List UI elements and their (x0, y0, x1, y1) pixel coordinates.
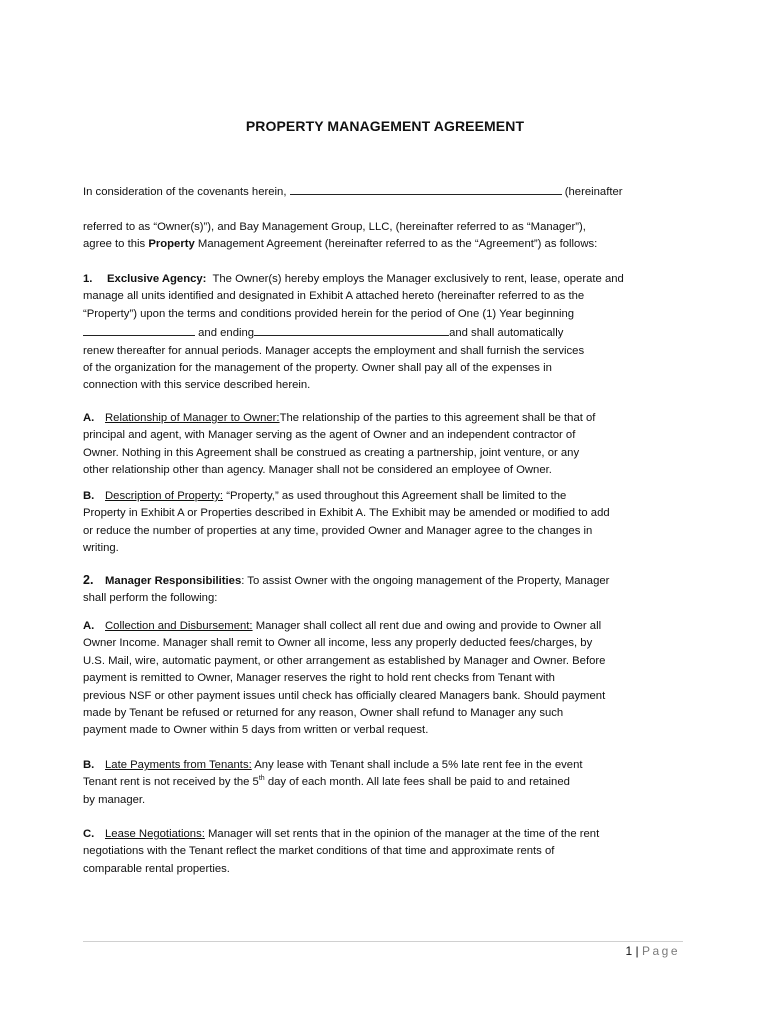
section-heading: Late Payments from Tenants: (105, 759, 252, 771)
section-letter: A. (83, 412, 95, 424)
section-text: U.S. Mail, wire, automatic payment, or other arrangement as established by Manager and Owner. Before (83, 654, 606, 667)
section-text: Property in Exhibit A or Properties described in Exhibit A. The Exhibit may be amended or modified to add (83, 507, 610, 520)
ordinal-suffix: th (258, 775, 265, 783)
section-heading: Description of Property: (105, 490, 224, 502)
page-footer (625, 944, 680, 958)
section-letter: B. (83, 759, 95, 771)
section-text: and ending (198, 327, 255, 340)
section-heading: Manager Responsibilities (105, 575, 242, 587)
section-number: 2. (83, 573, 94, 587)
section-text: made by Tenant be refused or returned for any reason, Owner shall refund to Manager any such (83, 707, 564, 720)
section-text: previous NSF or other payment issues until check has officially cleared Managers bank. Should payment (83, 689, 606, 702)
section-letter: B. (83, 490, 95, 502)
start-date-blank[interactable] (83, 323, 143, 336)
document-title: PROPERTY MANAGEMENT AGREEMENT (245, 118, 525, 134)
section-text: renew thereafter for annual periods. Manager accepts the employment and shall furnish the services (83, 344, 585, 357)
section-text: Any lease with Tenant shall include a 5% late rent fee in the event (254, 759, 583, 771)
section-letter: A. (83, 620, 95, 632)
section-text: day of each month. All late fees shall be paid to and retained (264, 776, 570, 789)
start-date-blank-2[interactable] (143, 323, 195, 336)
page-label: Page (641, 944, 680, 958)
section-text: Owner. Nothing in this Agreement shall be construed as creating a partnership, joint venture, or any (83, 446, 580, 459)
section-heading: Relationship of Manager to Owner: (105, 412, 280, 424)
section-text: or reduce the number of properties at any time, provided Owner and Manager agree to the changes in (83, 524, 593, 537)
section-text: The Owner(s) hereby employs the Manager exclusively to rent, lease, operate and (212, 273, 624, 285)
intro-text: (hereinafter (564, 186, 623, 198)
section-heading: Collection and Disbursement: (105, 620, 253, 632)
page-separator: | (635, 944, 639, 958)
end-date-blank[interactable] (254, 323, 449, 336)
section-b-late-payments (83, 757, 675, 809)
section-text: shall perform the following: (83, 592, 218, 605)
intro-line: referred to as “Owner(s)”), and Bay Management Group, LLC, (hereinafter referred to as “Manager”), (83, 221, 586, 233)
section-heading: Lease Negotiations: (105, 828, 205, 840)
intro-bold-text: Property (148, 238, 195, 251)
footer-divider (83, 941, 683, 942)
section-c-lease-negotiations (83, 826, 675, 878)
section-text: by manager. (83, 793, 146, 806)
section-text: The relationship of the parties to this agreement shall be that of (279, 412, 596, 424)
section-text: principal and agent, with Manager serving as the agent of Owner and an independent contractor of (83, 429, 576, 442)
section-text: Owner Income. Manager shall remit to Owner all income, less any properly deducted fees/charges, by (83, 637, 593, 650)
section-b-description (83, 488, 675, 558)
section-text: “Property”) upon the terms and conditions provided herein for the period of One (1) Year beginning (83, 307, 575, 320)
section-text: payment made to Owner within 5 days from written or verbal request. (83, 724, 429, 737)
section-a-collection (83, 618, 675, 740)
section-number: 1. (83, 273, 93, 285)
section-text: Manager will set rents that in the opinion of the manager at the time of the rent (208, 828, 600, 840)
intro-text: Management Agreement (hereinafter referred to as the “Agreement”) as follows: (194, 238, 598, 251)
owner-name-blank[interactable] (290, 182, 562, 195)
section-1-exclusive-agency (83, 271, 675, 395)
section-heading: Exclusive Agency: (107, 273, 207, 285)
section-text: payment is remitted to Owner, Manager reserves the right to hold rent checks from Tenant with (83, 672, 555, 685)
section-text: : To assist Owner with the ongoing management of the Property, Manager (241, 575, 610, 587)
page-number: 1 (625, 944, 633, 958)
intro-paragraph (83, 182, 675, 201)
section-text: writing. (83, 542, 119, 555)
section-text: manage all units identified and designated in Exhibit A attached hereto (hereinafter referred to as the (83, 290, 585, 303)
section-2-manager-responsibilities (83, 572, 675, 608)
section-text: comparable rental properties. (83, 862, 230, 875)
section-text: and shall automatically (449, 327, 564, 340)
section-text: connection with this service described herein. (83, 379, 311, 392)
section-text: Tenant rent is not received by the 5 (83, 776, 259, 789)
section-text: “Property,” as used throughout this Agreement shall be limited to the (226, 490, 567, 502)
section-letter: C. (83, 828, 95, 840)
section-text: other relationship other than agency. Manager shall not be considered an employee of Owner. (83, 464, 552, 477)
intro-paragraph-continued (83, 219, 675, 254)
section-a-relationship (83, 410, 675, 480)
section-text: of the organization for the management of the property. Owner shall pay all of the expenses in (83, 362, 552, 375)
intro-text: In consideration of the covenants herein, (83, 186, 287, 198)
section-text: Manager shall collect all rent due and owing and provide to Owner all (255, 620, 602, 632)
section-text: negotiations with the Tenant reflect the market conditions of that time and approximate rents of (83, 845, 555, 858)
intro-text: agree to this (83, 238, 149, 251)
